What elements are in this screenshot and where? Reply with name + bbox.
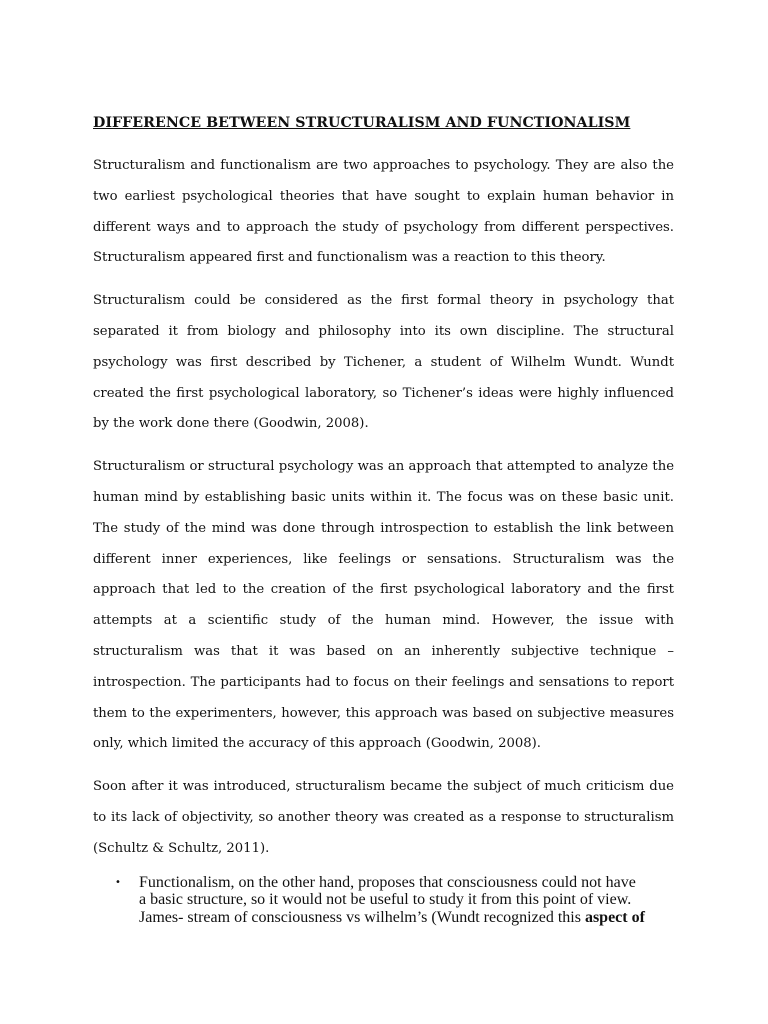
bullet-list [93, 874, 674, 927]
bullet-item-functionalism [93, 874, 674, 927]
bullet-line-1: Functionalism, on the other hand, proposes that consciousness could not have [139, 873, 636, 891]
paragraph-structuralism-origin: Structuralism could be considered as the first formal theory in psychology that separated it from biology and philosophy into its own discipline. The structural psychology was first described by Tichener, a student of Wilhelm Wundt. Wundt created the first psychological laboratory, so Tichener’s ideas were highly influenced by the work done there (Goodwin, 2008). [93, 293, 674, 432]
paragraph-criticism: Soon after it was introduced, structuralism became the subject of much criticism due to its lack of objectivity, so another theory was created as a response to structuralism (Schultz & Schultz, 2011). [93, 779, 674, 856]
bullet-line-3-bold: aspect of [584, 908, 645, 926]
paragraph-structural-psychology: Structuralism or structural psychology was an approach that attempted to analyze the human mind by establishing basic units within it. The focus was on these basic unit. The study of the mind was done through introspection to establish the link between different inner experiences, like feelings or sensations. Structuralism was the approach that led to the creation of the first psychological laboratory and the first attempts at a scientific study of the human mind. However, the issue with structuralism was that it was based on an inherently subjective technique – introspection. The participants had to focus on their feelings and sensations to report them to the experimenters, however, this approach was based on subjective measures only, which limited the accuracy of this approach (Goodwin, 2008). [93, 459, 674, 752]
document-heading: DIFFERENCE BETWEEN STRUCTURALISM AND FUNCTIONALISM [93, 115, 631, 131]
bullet-marker: • [115, 876, 121, 888]
bullet-line-2: a basic structure, so it would not be useful to study it from this point of view. [139, 891, 632, 909]
bullet-line-3: James- stream of consciousness vs wilhelm’s (Wundt recognized this [139, 908, 585, 926]
document-page [93, 113, 674, 929]
paragraph-intro: Structuralism and functionalism are two approaches to psychology. They are also the two earliest psychological theories that have sought to explain human behavior in different ways and to approach the study of psychology from different perspectives. Structuralism appeared first and functionalism was a reaction to this theory. [93, 158, 674, 266]
